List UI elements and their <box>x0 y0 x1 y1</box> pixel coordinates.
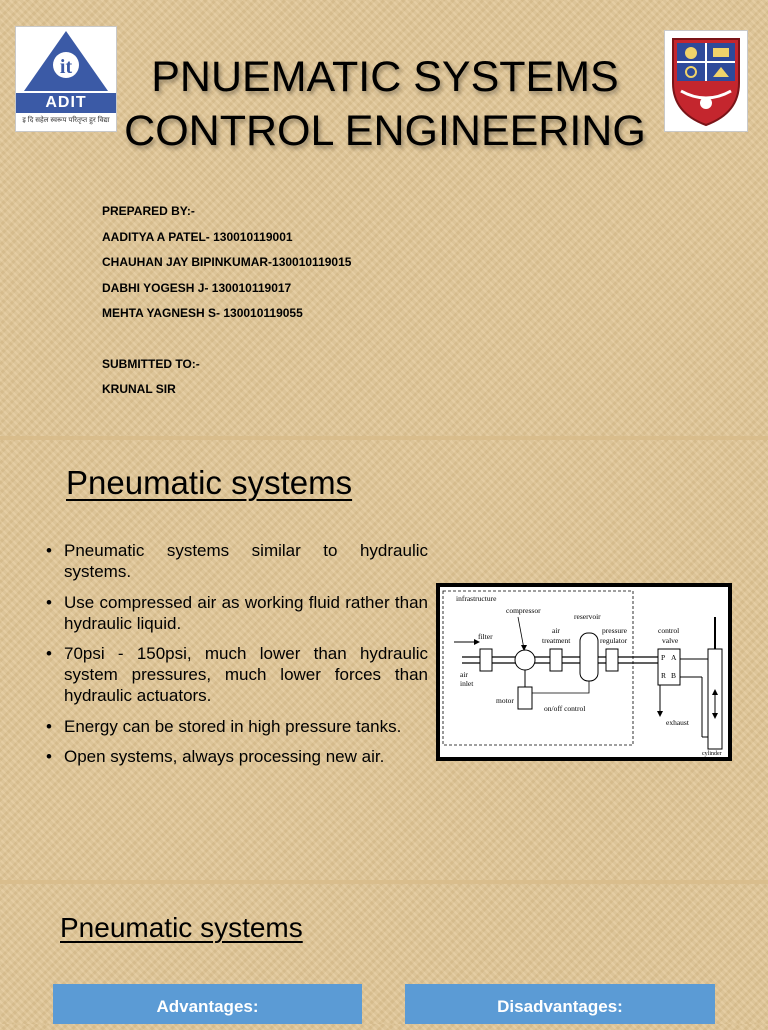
adit-triangle-icon <box>16 27 116 97</box>
label-port-a: A <box>671 653 677 662</box>
bullet-list <box>44 540 428 777</box>
student-1: AADITYA A PATEL- 130010119001 <box>102 229 293 244</box>
label-compressor: compressor <box>506 606 541 615</box>
advantages-slide <box>0 884 768 1024</box>
label-air-treatment-2: treatment <box>542 636 571 645</box>
adit-logo-tagline: इ दि सहेल स्वरूप परितृप्त हुर विद्या <box>22 117 110 124</box>
svg-text:it: it <box>59 56 73 78</box>
slide-heading: Pneumatic systems <box>60 912 303 943</box>
university-crest-icon <box>665 31 747 131</box>
presentation-title <box>110 50 660 158</box>
label-air-inlet-1: air <box>460 670 468 679</box>
label-cylinder: cylinder <box>702 751 722 757</box>
title-line-2: CONTROL ENGINEERING <box>124 107 646 155</box>
label-motor: motor <box>496 696 514 705</box>
label-infrastructure: infrastructure <box>456 594 497 603</box>
student-3: DABHI YOGESH J- 130010119017 <box>102 280 292 295</box>
bullet-item: • Use compressed air as working fluid rather than hydraulic liquid. <box>44 592 428 634</box>
submitted-to-label: SUBMITTED TO:- <box>102 356 200 371</box>
label-reservoir: reservoir <box>574 612 601 621</box>
bullet-item: • Open systems, always processing new air. <box>44 746 428 767</box>
label-control-2: valve <box>662 636 679 645</box>
label-control-1: control <box>658 626 680 635</box>
gtu-crest-logo <box>664 30 748 132</box>
disadvantages-header: Disadvantages: <box>405 984 715 1024</box>
submitted-to-name: KRUNAL SIR <box>102 382 176 396</box>
label-air-inlet-2: inlet <box>460 679 474 688</box>
adit-logo-text: ADIT <box>16 93 116 113</box>
label-on-off-control: on/off control <box>544 704 586 713</box>
title-slide <box>0 0 768 436</box>
credits-block <box>102 199 351 403</box>
pneumatic-overview-slide <box>0 440 768 880</box>
student-4: MEHTA YAGNESH S- 130010119055 <box>102 306 303 320</box>
label-pressure-2: regulator <box>600 636 628 645</box>
label-port-r: R <box>661 671 667 680</box>
adit-logo <box>15 26 117 132</box>
pneumatic-system-diagram <box>436 583 732 761</box>
slide-heading: Pneumatic systems <box>66 464 353 501</box>
label-air-treatment-1: air <box>552 626 560 635</box>
student-2: CHAUHAN JAY BIPINKUMAR-130010119015 <box>102 255 352 269</box>
label-exhaust: exhaust <box>666 718 689 727</box>
label-port-p: P <box>661 653 666 662</box>
prepared-by-label: PREPARED BY:- <box>102 204 195 218</box>
bullet-item: • Pneumatic systems similar to hydraulic systems. <box>44 540 428 582</box>
bullet-item: • Energy can be stored in high pressure tanks. <box>44 716 428 737</box>
title-line-1: PNUEMATIC SYSTEMS <box>151 53 619 101</box>
advantages-header: Advantages: <box>53 984 362 1024</box>
label-pressure-1: pressure <box>602 626 627 635</box>
label-filter: filter <box>478 632 493 641</box>
label-port-b: B <box>671 671 677 680</box>
bullet-item: • 70psi - 150psi, much lower than hydraulic system pressures, much lower forces than hydraulic actuators. <box>44 643 428 706</box>
